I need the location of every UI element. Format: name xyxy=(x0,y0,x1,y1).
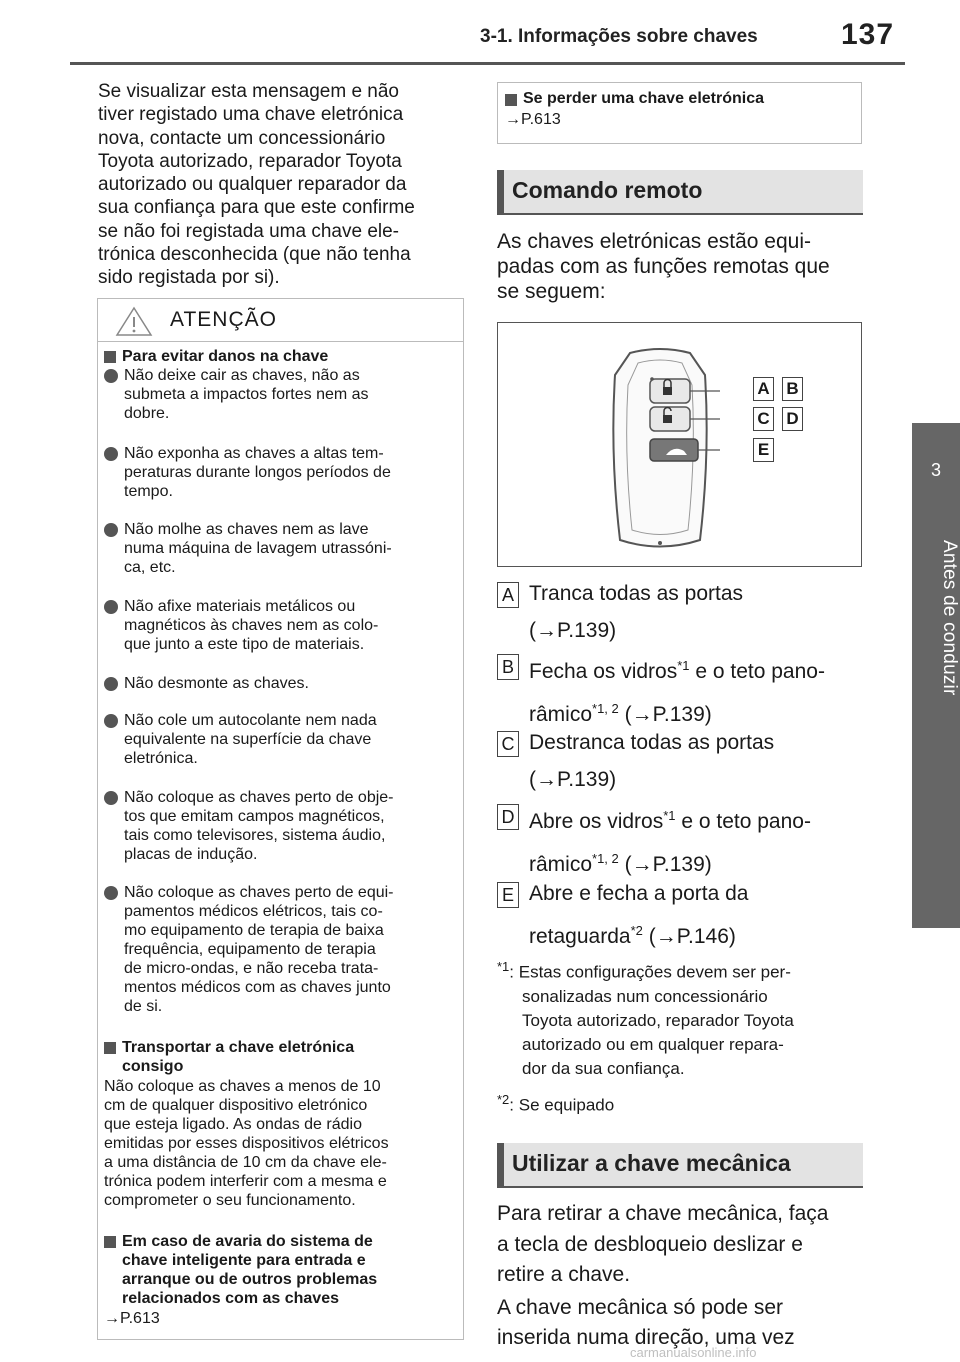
key-fob-illustration xyxy=(600,345,720,555)
text-line: Não exponha as chaves a altas tem- xyxy=(124,445,384,462)
text-line: Abre e fecha a porta da xyxy=(529,882,749,905)
text-line: Não molhe as chaves nem as lave xyxy=(124,521,369,538)
text-line: Não coloque as chaves a menos de 10 xyxy=(104,1078,381,1095)
text-line: Destranca todas as portas xyxy=(529,731,775,754)
text-run: (→P.139) xyxy=(618,853,712,876)
text-line: que junto a este tipo de materiais. xyxy=(124,636,365,653)
figure-callouts xyxy=(753,438,774,462)
remote-intro xyxy=(497,229,867,304)
text-line: dobre. xyxy=(124,405,170,422)
remote-item-a xyxy=(529,575,743,649)
heading-accent-bar xyxy=(497,170,504,215)
item-label-box: C xyxy=(497,731,519,757)
text-line: eletrónica. xyxy=(124,750,198,767)
heading-text: Para evitar danos na chave xyxy=(122,348,329,365)
section-heading: Utilizar a chave mecânica xyxy=(512,1150,791,1176)
watermark: carmanualsonline.info xyxy=(630,1345,757,1360)
text-line: mo equipamento de terapia de baixa xyxy=(124,922,384,939)
text-line: frequência, equipamento de terapia xyxy=(124,941,376,958)
text-line: a uma distância de 10 cm da chave ele- xyxy=(104,1154,387,1171)
bullet-dot-icon xyxy=(104,791,118,805)
text-line: tos que emitam campos magnéticos, xyxy=(124,808,385,825)
text-line: tais como televisores, sistema áudio, xyxy=(124,827,386,844)
text-line: inserida numa direção, uma vez xyxy=(497,1326,795,1349)
text-line: padas com as funções remotas que xyxy=(497,255,830,278)
heading-accent-bar xyxy=(497,1143,504,1188)
text-line: pamentos médicos elétricos, tais co- xyxy=(124,903,383,920)
text-line: de micro-ondas, e não receba trata- xyxy=(124,960,379,977)
square-bullet-icon xyxy=(104,1236,116,1248)
text-line: sua confiança para que este confirme xyxy=(98,197,415,219)
text-line: Não afixe materiais metálicos ou xyxy=(124,598,356,615)
text-line: a tecla de desbloqueio deslizar e xyxy=(497,1232,803,1256)
text-line: Não coloque as chaves perto de equi- xyxy=(124,884,394,901)
text-line: retire a chave. xyxy=(497,1263,631,1286)
page-number: 137 xyxy=(841,18,895,51)
item-label-box: A xyxy=(497,582,519,608)
text-line: Para retirar a chave mecânica, faça xyxy=(497,1202,829,1225)
heading-text: relacionados com as chaves xyxy=(122,1290,339,1307)
item-label-box: B xyxy=(497,654,519,680)
warning-paragraph xyxy=(104,1077,454,1210)
text-run: (→P.139) xyxy=(618,703,712,726)
heading-text: Em caso de avaria do sistema de xyxy=(122,1233,373,1250)
text-line: se seguem: xyxy=(497,280,606,303)
text-line: submeta a impactos fortes nem as xyxy=(124,386,369,403)
footnote-mark: *2 xyxy=(630,923,643,938)
callout-label: C xyxy=(753,407,774,431)
intro-paragraph xyxy=(98,80,458,290)
remote-item-c xyxy=(529,724,774,798)
section-heading: Comando remoto xyxy=(512,177,703,203)
text-run: : Se equipado xyxy=(509,1095,615,1115)
bullet-dot-icon xyxy=(104,886,118,900)
bullet-dot-icon xyxy=(104,523,118,537)
text-line: comprometer o seu funcionamento. xyxy=(104,1192,356,1209)
text-line: As chaves eletrónicas estão equi- xyxy=(497,230,812,253)
bullet-dot-icon xyxy=(104,714,118,728)
footnote-mark: *1 xyxy=(497,959,510,974)
remote-item-e xyxy=(529,875,749,955)
text-line: trónica podem interferir com a mesma e xyxy=(104,1173,387,1190)
item-label-box: D xyxy=(497,804,519,830)
text-line: magnéticos às chaves nem as colo- xyxy=(124,617,379,634)
heading-text: chave inteligente para entrada e xyxy=(122,1252,366,1269)
bullet-dot-icon xyxy=(104,369,118,383)
text-line: Não desmonte as chaves. xyxy=(124,675,309,692)
text-line: Toyota autorizado, reparador Toyota xyxy=(98,150,402,172)
figure-callouts xyxy=(753,407,803,431)
text-line: Toyota autorizado, reparador Toyota xyxy=(522,1010,794,1030)
text-line: numa máquina de lavagem utrassóni- xyxy=(124,540,392,557)
text-line: Não coloque as chaves perto de obje- xyxy=(124,789,394,806)
text-line: placas de indução. xyxy=(124,846,258,863)
text-run: Abre os vidros xyxy=(529,810,664,833)
text-line: autorizado ou em qualquer repara- xyxy=(522,1034,784,1054)
warning-title: ATENÇÃO xyxy=(170,308,277,331)
footnote-1 xyxy=(497,955,867,1081)
text-line: ca, etc. xyxy=(124,559,176,576)
text-line: que esteja ligado. As ondas de rádio xyxy=(104,1116,362,1133)
text-run: râmico xyxy=(529,703,593,726)
text-line: (→P.139) xyxy=(529,619,617,642)
text-run: : Estas configurações devem ser per- xyxy=(509,962,791,982)
bullet-dot-icon xyxy=(104,447,118,461)
text-line: emitidas por esses dispositivos elétricos xyxy=(104,1135,389,1152)
text-run: retaguarda xyxy=(529,925,631,948)
callout-label: A xyxy=(753,377,774,401)
chapter-label: Antes de conduzir xyxy=(939,539,960,696)
figure-callouts xyxy=(753,377,803,401)
footnote-mark: *1 xyxy=(663,808,676,823)
callout-label: E xyxy=(753,438,774,462)
square-bullet-icon xyxy=(505,94,517,106)
footnote-2 xyxy=(497,1088,614,1118)
remote-item-b xyxy=(529,647,825,733)
text-line: dor da sua confiança. xyxy=(522,1058,685,1078)
text-run: râmico xyxy=(529,853,593,876)
heading-text: consigo xyxy=(122,1058,184,1075)
footnote-mark: *2 xyxy=(497,1092,510,1107)
text-line: equivalente na superfície da chave xyxy=(124,731,372,748)
section-title: 3-1. Informações sobre chaves xyxy=(480,26,758,47)
footnote-mark: *1, 2 xyxy=(592,851,619,866)
text-line: A chave mecânica só pode ser xyxy=(497,1295,784,1319)
text-line: nova, contacte um concessionário xyxy=(98,127,386,149)
square-bullet-icon xyxy=(104,1042,116,1054)
footnote-mark: *1, 2 xyxy=(592,701,619,716)
page-reference-link[interactable]: →P.613 xyxy=(104,1310,160,1327)
bullet-dot-icon xyxy=(104,677,118,691)
heading-text: arranque ou de outros problemas xyxy=(122,1271,378,1288)
text-line: (→P.139) xyxy=(529,768,617,791)
text-line: cm de qualquer dispositivo eletrónico xyxy=(104,1097,368,1114)
text-run: (→P.146) xyxy=(642,925,736,948)
lost-key-title: Se perder uma chave eletrónica xyxy=(523,90,764,107)
text-line: se não foi registada uma chave ele- xyxy=(98,220,400,242)
text-line: Não cole um autocolante nem nada xyxy=(124,712,377,729)
text-run: e o teto pano- xyxy=(675,810,811,833)
text-line: mentos médicos com as chaves junto xyxy=(124,979,391,996)
text-line: tiver registado uma chave eletrónica xyxy=(98,104,404,126)
warning-triangle-icon xyxy=(114,305,154,337)
text-line: Não deixe cair as chaves, não as xyxy=(124,367,360,384)
text-line: Tranca todas as portas xyxy=(529,582,743,605)
text-line: peraturas durante longos períodos de xyxy=(124,464,391,481)
bullet-dot-icon xyxy=(104,600,118,614)
text-run: e o teto pano- xyxy=(689,660,825,683)
item-label-box: E xyxy=(497,882,519,908)
mechanical-paragraph xyxy=(497,1199,872,1354)
page-reference-link[interactable]: →P.613 xyxy=(505,111,561,128)
header-rule xyxy=(70,62,905,65)
footnote-mark: *1 xyxy=(677,658,690,673)
callout-label: D xyxy=(782,407,803,431)
text-run: Fecha os vidros xyxy=(529,660,678,683)
callout-label: B xyxy=(782,377,803,401)
text-line: autorizado ou qualquer reparador da xyxy=(98,174,407,196)
text-line: sonalizadas num concessionário xyxy=(522,986,768,1006)
chapter-number: 3 xyxy=(930,460,941,480)
heading-text: Transportar a chave eletrónica xyxy=(122,1039,355,1056)
text-line: trónica desconhecida (que não tenha xyxy=(98,244,411,266)
text-line: sido registada por si). xyxy=(98,267,280,289)
text-line: Se visualizar esta mensagem e não xyxy=(98,81,399,102)
text-line: tempo. xyxy=(124,483,173,500)
square-bullet-icon xyxy=(104,351,116,363)
text-line: de si. xyxy=(124,998,163,1015)
remote-item-d xyxy=(529,797,811,883)
